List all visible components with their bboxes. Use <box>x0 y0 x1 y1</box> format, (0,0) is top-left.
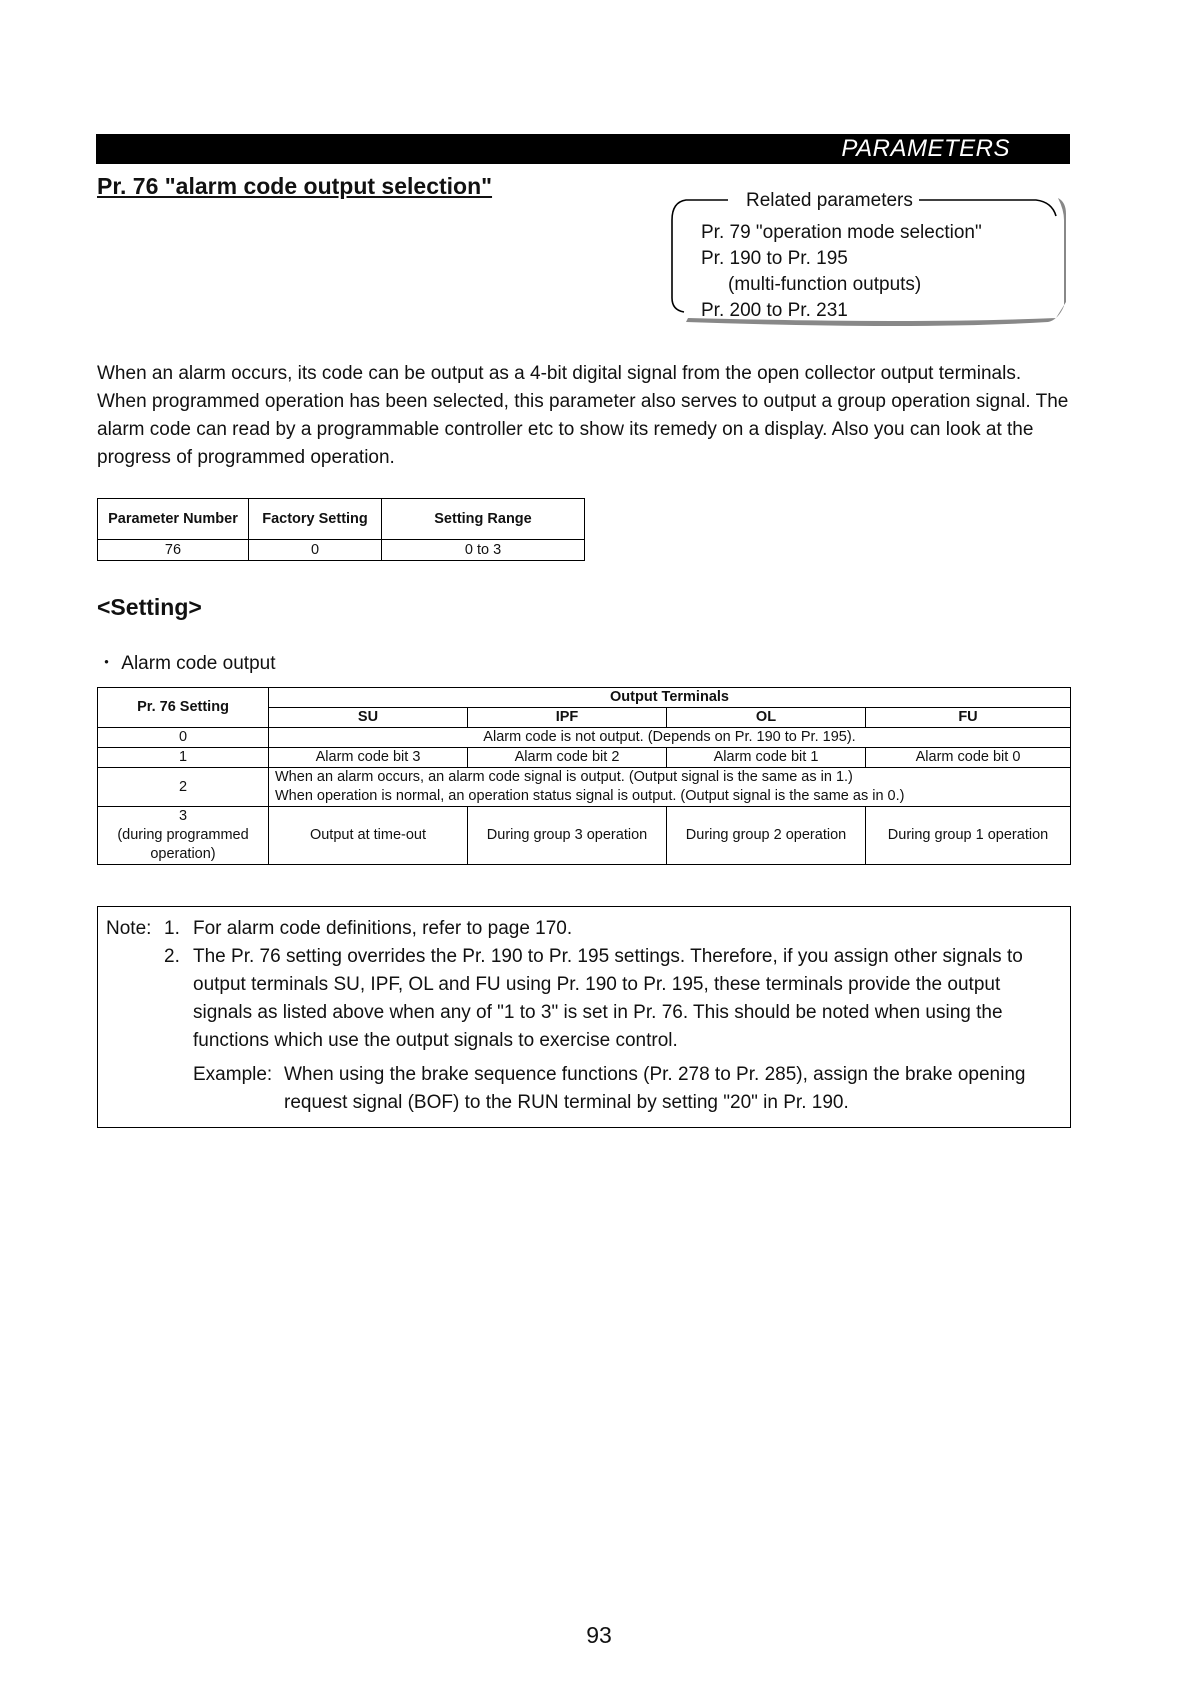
setting-heading: <Setting> <box>97 594 202 620</box>
factory-setting-value: 0 <box>249 540 382 561</box>
note-2-line: signals as listed above when any of "1 to 3" is set in Pr. 76. This should be noted when using the <box>193 1002 1003 1023</box>
section-title: PARAMETERS <box>841 135 1010 162</box>
table-cell: Alarm code bit 0 <box>866 748 1071 768</box>
terminal-su-header: SU <box>269 708 468 728</box>
related-label: Related parameters <box>740 190 919 212</box>
setting-range-value: 0 to 3 <box>382 540 585 561</box>
setting-2-line: When an alarm occurs, an alarm code signal is output. (Output signal is the same as in 1.) <box>275 769 853 785</box>
example-label: Example: <box>193 1064 273 1085</box>
table-cell: Alarm code bit 3 <box>269 748 468 768</box>
note-2-number: 2. <box>164 946 180 967</box>
table-cell: Output at time-out <box>269 807 468 865</box>
terminal-ol-header: OL <box>667 708 866 728</box>
param-number-value: 76 <box>98 540 249 561</box>
setting-3-note: (during programmed <box>117 827 249 843</box>
example-line: When using the brake sequence functions (Pr. 278 to Pr. 285), assign the brake opening <box>284 1064 1026 1085</box>
notes-box <box>97 906 1071 1128</box>
example-line: request signal (BOF) to the RUN terminal by setting "20" in Pr. 190. <box>284 1092 849 1113</box>
related-line: (multi-function outputs) <box>728 274 922 295</box>
setting-column-header: Pr. 76 Setting <box>98 688 269 728</box>
parameter-table <box>97 498 585 561</box>
note-label: Note: <box>106 918 152 939</box>
section-header-bar <box>96 134 1070 164</box>
page-number: 93 <box>586 1622 612 1648</box>
table-cell: Alarm code bit 1 <box>667 748 866 768</box>
related-line: Pr. 200 to Pr. 231 <box>701 300 848 321</box>
note-2-line: The Pr. 76 setting overrides the Pr. 190 to Pr. 195 settings. Therefore, if you assign other signals to <box>193 946 1023 967</box>
table-cell: During group 3 operation <box>468 807 667 865</box>
related-line: Pr. 79 "operation mode selection" <box>701 222 982 243</box>
note-2-text <box>193 943 1059 1055</box>
related-line: Pr. 190 to Pr. 195 <box>701 248 848 269</box>
terminal-ipf-header: IPF <box>468 708 667 728</box>
factory-setting-header: Factory Setting <box>249 499 382 540</box>
note-1-text: For alarm code definitions, refer to page 170. <box>193 918 573 939</box>
page-title: Pr. 76 "alarm code output selection" <box>97 173 493 199</box>
setting-2: 2 <box>98 768 269 807</box>
param-number-header: Parameter Number <box>98 499 249 540</box>
setting-1: 1 <box>98 748 269 768</box>
terminal-fu-header: FU <box>866 708 1071 728</box>
intro-paragraph: When an alarm occurs, its code can be output as a 4-bit digital signal from the open collector output terminals. When programmed operation has been selected, this parameter also serves to output a group operation signal. The alarm code can read by a programmable controller etc to show its remedy on a display. Also you can look at the progress of programmed operation. <box>97 363 1069 468</box>
setting-3-value: 3 <box>178 808 188 824</box>
setting-3-note: operation) <box>150 846 216 862</box>
table-cell: Alarm code bit 2 <box>468 748 667 768</box>
output-terminals-table <box>97 687 1071 865</box>
setting-3 <box>98 807 269 865</box>
alarm-code-output-bullet: ・ Alarm code output <box>97 653 276 674</box>
setting-2-description <box>269 768 1071 807</box>
note-2-line: functions which use the output signals to exercise control. <box>193 1030 678 1051</box>
related-parameters-box <box>668 190 1068 330</box>
setting-range-header: Setting Range <box>382 499 585 540</box>
table-cell: During group 2 operation <box>667 807 866 865</box>
output-terminals-header: Output Terminals <box>269 688 1071 708</box>
setting-0-description: Alarm code is not output. (Depends on Pr. 190 to Pr. 195). <box>269 728 1071 748</box>
setting-2-line: When operation is normal, an operation status signal is output. (Output signal is the same as in 0.) <box>275 788 905 804</box>
note-2-line: output terminals SU, IPF, OL and FU using Pr. 190 to Pr. 195, these terminals provide the output <box>193 974 1001 995</box>
setting-0: 0 <box>98 728 269 748</box>
table-cell: During group 1 operation <box>866 807 1071 865</box>
note-1-number: 1. <box>164 918 180 939</box>
